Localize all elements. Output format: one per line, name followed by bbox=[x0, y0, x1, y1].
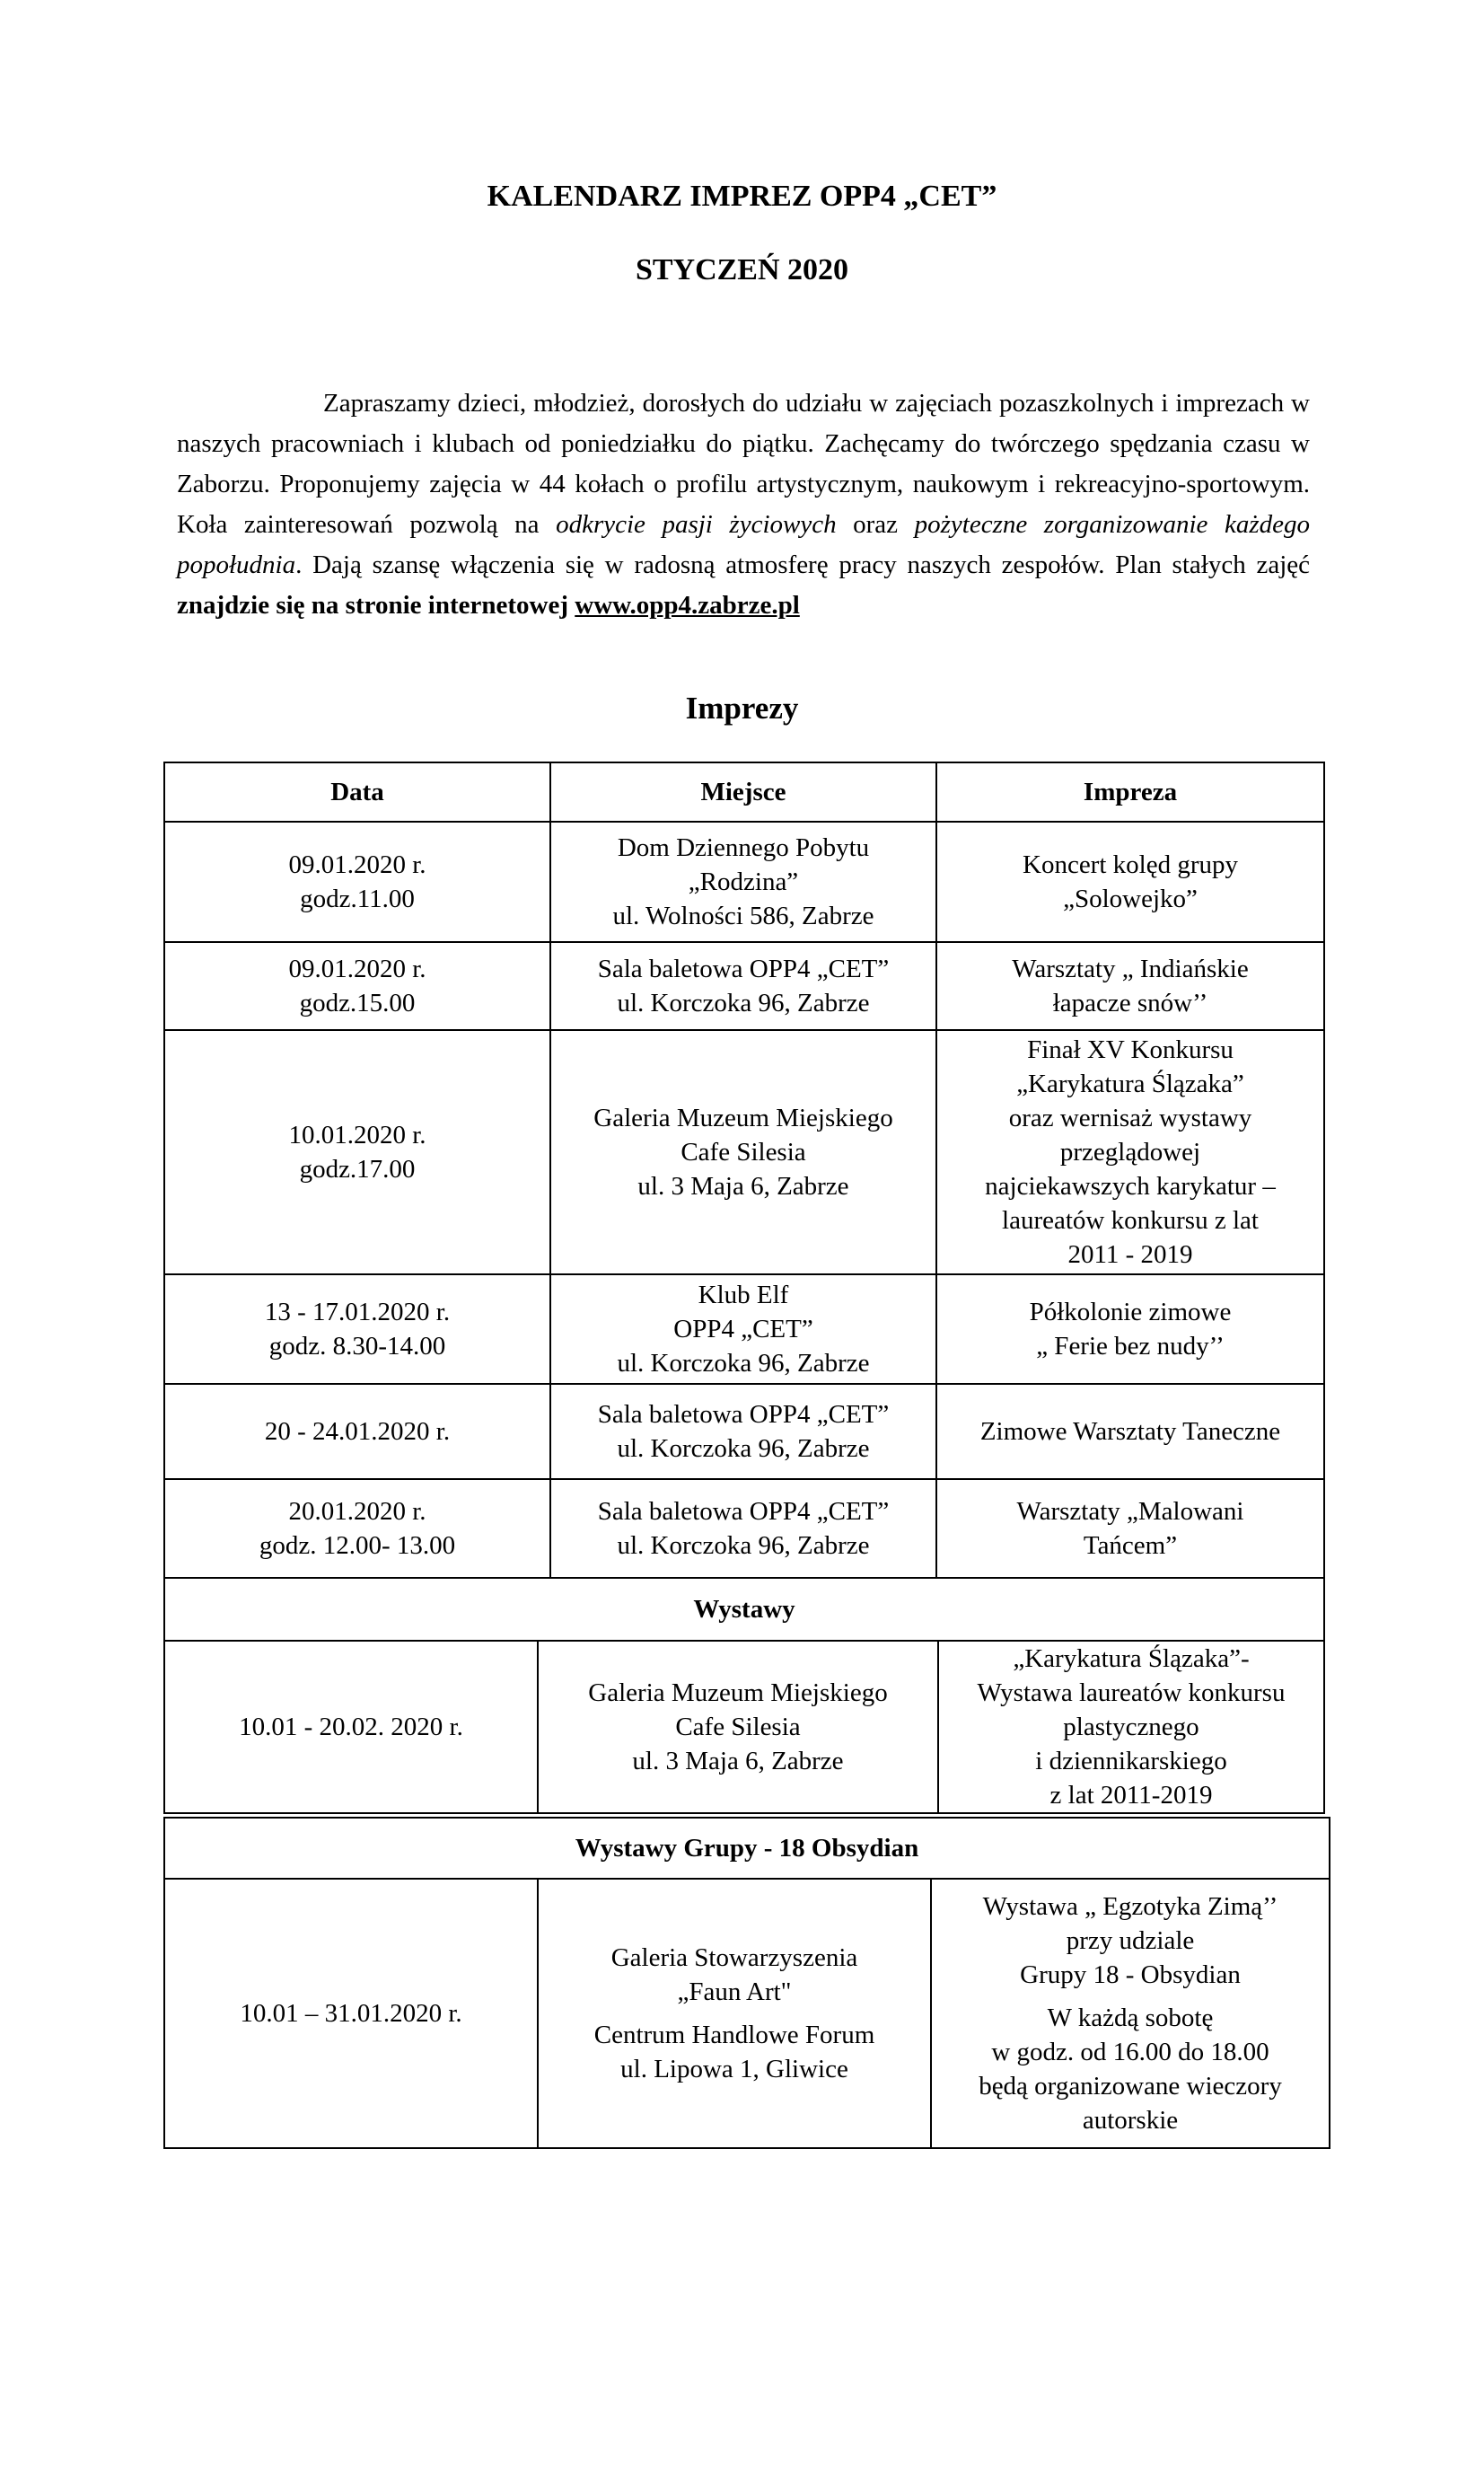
cell-place bbox=[538, 1879, 931, 2148]
intro-paragraph bbox=[177, 383, 1310, 626]
intro-italic-2: pożyteczne zorganizowanie każdego popołudnia bbox=[177, 510, 1310, 579]
place-line: OPP4 „CET” bbox=[673, 1315, 813, 1343]
event-line: i dziennikarskiego bbox=[1035, 1747, 1227, 1775]
table-row bbox=[164, 1479, 1324, 1578]
place-line: Dom Dziennego Pobytu bbox=[617, 833, 870, 862]
event-line: w godz. od 16.00 do 18.00 bbox=[991, 2038, 1269, 2066]
cell-place bbox=[550, 1274, 936, 1384]
event-line: Finał XV Konkursu bbox=[1027, 1035, 1234, 1064]
time-line: godz.15.00 bbox=[299, 989, 416, 1017]
intro-text-1: Zapraszamy dzieci, młodzież, dorosłych do udziału w zajęciach pozaszkolnych i imprezach w naszych pracowniach i klubach od poniedziałku do piątku. Zachęcamy do twórczego spędzania czasu w Zaborzu. Proponujemy zajęcia w 44 kołach o profilu artystycznym, naukowym i rekreacyjno-sportowym. Koła zainteresowań pozwolą na bbox=[177, 389, 1310, 539]
date-line: 20 - 24.01.2020 r. bbox=[264, 1417, 451, 1446]
place-line: ul. Korczoka 96, Zabrze bbox=[617, 1349, 870, 1378]
event-line: W każdą sobotę bbox=[1047, 2004, 1214, 2032]
section-heading-wystawy: Wystawy bbox=[164, 1578, 1324, 1641]
event-line: będą organizowane wieczory bbox=[979, 2072, 1282, 2101]
event-line: „Karykatura Ślązaka” bbox=[1016, 1070, 1244, 1098]
place-line: Sala baletowa OPP4 „CET” bbox=[597, 1497, 890, 1526]
time-line: godz. 8.30-14.00 bbox=[268, 1332, 446, 1361]
cell-event bbox=[936, 1384, 1324, 1479]
place-line: ul. Korczoka 96, Zabrze bbox=[617, 989, 870, 1017]
column-header-miejsce: Miejsce bbox=[550, 762, 936, 822]
cell-event bbox=[938, 1641, 1324, 1813]
event-line: Zimowe Warsztaty Taneczne bbox=[979, 1417, 1281, 1446]
place-line: Sala baletowa OPP4 „CET” bbox=[597, 1400, 890, 1429]
place-line: Sala baletowa OPP4 „CET” bbox=[597, 955, 890, 983]
event-line: przeglądowej bbox=[1059, 1138, 1201, 1167]
event-line: „Karykatura Ślązaka”- bbox=[1013, 1644, 1250, 1673]
event-line: Warsztaty „Malowani bbox=[1016, 1497, 1244, 1526]
cell-event bbox=[936, 822, 1324, 942]
cell-date bbox=[164, 1479, 550, 1578]
place-line: Klub Elf bbox=[698, 1281, 789, 1309]
date-line: 09.01.2020 r. bbox=[288, 850, 426, 879]
document-title: KALENDARZ IMPREZ OPP4 „CET” bbox=[487, 180, 997, 213]
place-line: Cafe Silesia bbox=[675, 1713, 801, 1741]
cell-place bbox=[538, 1641, 938, 1813]
event-line: z lat 2011-2019 bbox=[1049, 1781, 1213, 1810]
obsydian-table bbox=[163, 1817, 1330, 2149]
event-line: Półkolonie zimowe bbox=[1029, 1298, 1232, 1326]
place-line: ul. 3 Maja 6, Zabrze bbox=[637, 1172, 849, 1201]
intro-bold: znajdzie się na stronie internetowej bbox=[177, 591, 568, 620]
time-line: godz.17.00 bbox=[299, 1155, 416, 1184]
place-line: Galeria Muzeum Miejskiego bbox=[593, 1104, 893, 1132]
cell-date bbox=[164, 1030, 550, 1274]
place-line: Galeria Stowarzyszenia bbox=[610, 1943, 858, 1972]
wystawy-table bbox=[163, 1577, 1325, 1814]
date-line: 09.01.2020 r. bbox=[288, 955, 426, 983]
table-row bbox=[164, 822, 1324, 942]
cell-event bbox=[936, 942, 1324, 1030]
events-table bbox=[163, 762, 1325, 1579]
table-row bbox=[164, 1030, 1324, 1274]
place-line: Cafe Silesia bbox=[681, 1138, 806, 1167]
time-line: godz.11.00 bbox=[300, 885, 415, 913]
cell-event bbox=[936, 1479, 1324, 1578]
website-link[interactable]: www.opp4.zabrze.pl bbox=[575, 591, 800, 620]
place-line: ul. Korczoka 96, Zabrze bbox=[617, 1434, 870, 1463]
place-line: Centrum Handlowe Forum bbox=[593, 2021, 875, 2049]
event-line: „Solowejko” bbox=[1063, 885, 1198, 913]
section-heading-imprezy: Imprezy bbox=[685, 691, 799, 726]
event-line: łapacze snów’’ bbox=[1052, 989, 1208, 1017]
cell-date bbox=[164, 1274, 550, 1384]
cell-event bbox=[936, 1030, 1324, 1274]
section-row bbox=[164, 1818, 1330, 1879]
date-line: 20.01.2020 r. bbox=[288, 1497, 426, 1526]
place-line: ul. 3 Maja 6, Zabrze bbox=[632, 1747, 844, 1775]
place-line: ul. Korczoka 96, Zabrze bbox=[617, 1531, 870, 1560]
place-line: ul. Lipowa 1, Gliwice bbox=[620, 2055, 848, 2083]
event-line: Wystawa laureatów konkursu bbox=[977, 1678, 1286, 1707]
document-subtitle: STYCZEŃ 2020 bbox=[635, 253, 849, 286]
event-line: plastycznego bbox=[1063, 1713, 1199, 1741]
intro-italic-1: odkrycie pasji życiowych bbox=[556, 510, 837, 539]
cell-place bbox=[550, 1384, 936, 1479]
event-line: laureatów konkursu z lat bbox=[1002, 1206, 1259, 1235]
event-line: „ Ferie bez nudy’’ bbox=[1036, 1332, 1225, 1361]
event-line: Wystawa „ Egzotyka Zimą’’ bbox=[982, 1892, 1278, 1921]
column-header-impreza: Impreza bbox=[936, 762, 1324, 822]
event-line: przy udziale bbox=[1066, 1926, 1195, 1955]
event-line: Grupy 18 - Obsydian bbox=[1020, 1960, 1241, 1989]
intro-text-3: . Dają szansę włączenia się w radosną atmosferę pracy naszych zespołów. Plan stałych zajęć bbox=[295, 550, 1310, 579]
event-line: Tańcem” bbox=[1083, 1531, 1178, 1560]
table-row bbox=[164, 942, 1324, 1030]
table-row bbox=[164, 1879, 1330, 2148]
section-heading-obsydian: Wystawy Grupy - 18 Obsydian bbox=[164, 1818, 1330, 1879]
section-row bbox=[164, 1578, 1324, 1641]
cell-date bbox=[164, 1384, 550, 1479]
intro-text-2: oraz bbox=[836, 510, 915, 539]
date-line: 13 - 17.01.2020 r. bbox=[264, 1298, 451, 1326]
table-row bbox=[164, 1384, 1324, 1479]
event-line: Koncert kolęd grupy bbox=[1023, 850, 1238, 879]
place-line: „Faun Art" bbox=[677, 1977, 792, 2006]
cell-place bbox=[550, 822, 936, 942]
table-header-row bbox=[164, 762, 1324, 822]
time-line: godz. 12.00- 13.00 bbox=[259, 1531, 456, 1560]
cell-date bbox=[164, 822, 550, 942]
place-line: „Rodzina” bbox=[688, 868, 799, 896]
cell-event bbox=[931, 1879, 1330, 2148]
cell-place bbox=[550, 1030, 936, 1274]
column-header-data: Data bbox=[164, 762, 550, 822]
cell-place bbox=[550, 942, 936, 1030]
place-line: Galeria Muzeum Miejskiego bbox=[588, 1678, 888, 1707]
event-line: Warsztaty „ Indiańskie bbox=[1012, 955, 1249, 983]
cell-date bbox=[164, 942, 550, 1030]
table-row bbox=[164, 1641, 1324, 1813]
event-line: najciekawszych karykatur – bbox=[985, 1172, 1276, 1201]
event-line: 2011 - 2019 bbox=[1067, 1240, 1193, 1269]
place-line: ul. Wolności 586, Zabrze bbox=[612, 902, 874, 930]
cell-event bbox=[936, 1274, 1324, 1384]
cell-place bbox=[550, 1479, 936, 1578]
event-line: oraz wernisaż wystawy bbox=[1008, 1104, 1252, 1132]
cell-date: 10.01 - 20.02. 2020 r. bbox=[164, 1641, 538, 1813]
table-row bbox=[164, 1274, 1324, 1384]
date-line: 10.01.2020 r. bbox=[288, 1121, 426, 1149]
event-line: autorskie bbox=[1082, 2106, 1179, 2135]
cell-date: 10.01 – 31.01.2020 r. bbox=[164, 1879, 538, 2148]
